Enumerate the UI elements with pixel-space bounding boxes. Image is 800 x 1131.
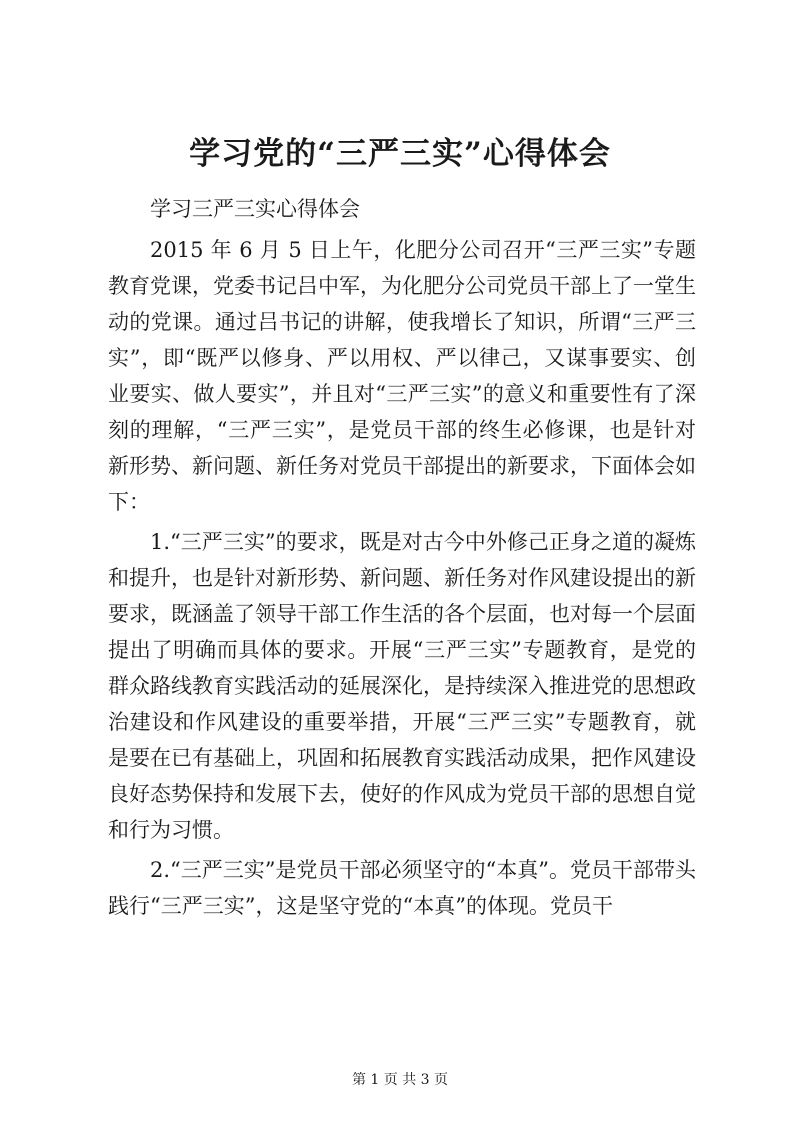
paragraph-point-2: 2.“三严三实”是党员干部必须坚守的“本真”。党员干部带头践行“三严三实”，这是坚守党的“本真”的体现。党员干 bbox=[108, 858, 696, 918]
document-body bbox=[108, 232, 696, 928]
document-title: 学习党的“三严三实”心得体会 bbox=[189, 136, 611, 172]
document-subtitle: 学习三严三实心得体会 bbox=[150, 197, 360, 221]
paragraph-intro: 2015 年 6 月 5 日上午，化肥分公司召开“三严三实”专题教育党课，党委书记吕中军，为化肥分公司党员干部上了一堂生动的党课。通过吕书记的讲解，使我增长了知识，所谓“三严三实”，即“既严以修身、严以用权、严以律己，又谋事要实、创业要实、做人要实”，并且对“三严三实”的意义和重要性有了深刻的理解，“三严三实”，是党员干部的终生必修课，也是针对新形势、新问题、新任务对党员干部提出的新要求，下面体会如下： bbox=[108, 238, 696, 514]
page-number-footer: 第 1 页 共 3 页 bbox=[351, 1072, 449, 1088]
paragraph-point-1: 1.“三严三实”的要求，既是对古今中外修己正身之道的凝炼和提升，也是针对新形势、新问题、新任务对作风建设提出的新要求，既涵盖了领导干部工作生活的各个层面，也对每一个层面提出了明确而具体的要求。开展“三严三实”专题教育，是党的群众路线教育实践活动的延展深化，是持续深入推进党的思想政治建设和作风建设的重要举措，开展“三严三实”专题教育，就是要在已有基础上，巩固和拓展教育实践活动成果，把作风建设良好态势保持和发展下去，使好的作风成为党员干部的思想自觉和行为习惯。 bbox=[108, 530, 696, 842]
